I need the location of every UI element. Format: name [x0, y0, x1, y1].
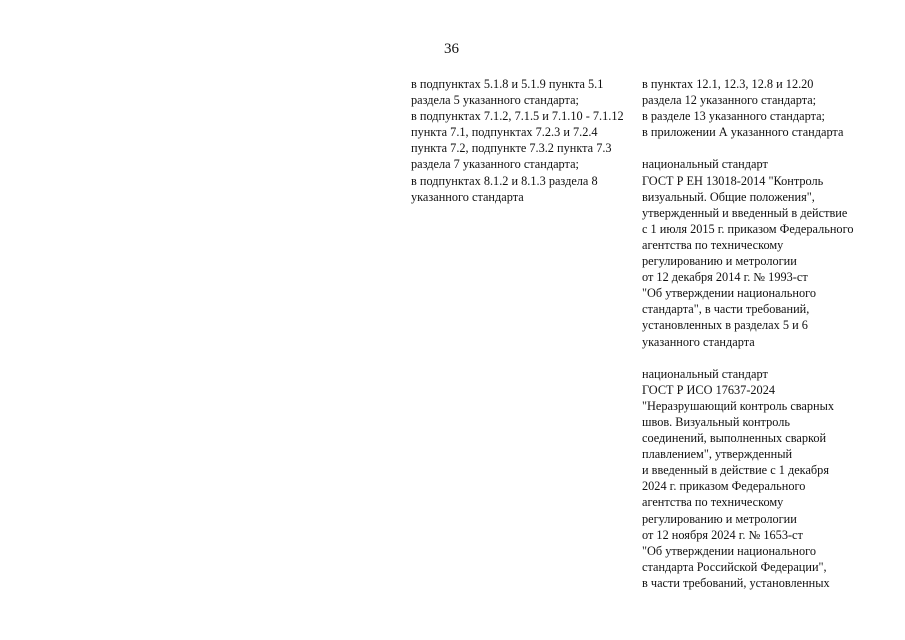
text-line: в подпунктах 5.1.8 и 5.1.9 пункта 5.1 [411, 77, 604, 91]
paragraph-sections [642, 76, 853, 140]
text-line: в пунктах 12.1, 12.3, 12.8 и 12.20 [642, 77, 814, 91]
text-line: раздела 7 указанного стандарта; [411, 157, 579, 172]
text-line: от 12 ноября 2024 г. № 1653-ст [642, 527, 803, 542]
text-line: визуальный. Общие положения", [642, 189, 815, 204]
text-line: в приложении А указанного стандарта [642, 125, 844, 140]
text-line: указанного стандарта [411, 189, 524, 204]
text-line: стандарта Российской Федерации", [642, 559, 827, 574]
text-line: в подпунктах 7.1.2, 7.1.5 и 7.1.10 - 7.1.12 [411, 109, 624, 124]
text-line: агентства по техническому [642, 495, 784, 510]
text-line: и введенный в действие с 1 декабря [642, 463, 829, 478]
text-line: агентства по техническому [642, 237, 784, 252]
text-line: ГОСТ Р ЕН 13018-2014 "Контроль [642, 173, 824, 188]
text-line: с 1 июля 2015 г. приказом Федерального [642, 221, 854, 236]
page-number: 36 [444, 41, 459, 57]
text-line: утвержденный и введенный в действие [642, 205, 848, 220]
text-line: в подпунктах 8.1.2 и 8.1.3 раздела 8 [411, 173, 598, 188]
paragraph-gap [642, 350, 853, 366]
text-line: "Об утверждении национального [642, 286, 816, 301]
text-line: от 12 декабря 2014 г. № 1993-ст [642, 270, 808, 285]
paragraph-gost-17637 [642, 366, 853, 591]
text-line: "Об утверждении национального [642, 543, 816, 558]
text-line: пункта 7.2, подпункте 7.3.2 пункта 7.3 [411, 141, 612, 156]
text-line: раздела 12 указанного стандарта; [642, 93, 817, 108]
text-line: национальный стандарт [642, 157, 768, 172]
text-line: стандарта", в части требований, [642, 302, 810, 317]
text-line: национальный стандарт [642, 366, 768, 381]
text-line: в разделе 13 указанного стандарта; [642, 109, 825, 124]
text-line: швов. Визуальный контроль [642, 414, 790, 429]
paragraph-gost-13018 [642, 156, 853, 349]
text-line: регулированию и метрологии [642, 254, 797, 269]
left-column [411, 76, 624, 205]
text-line: указанного стандарта [642, 334, 755, 349]
text-line: соединений, выполненных сваркой [642, 431, 827, 446]
right-column [642, 76, 853, 591]
paragraph-gap [642, 140, 853, 156]
text-line: 2024 г. приказом Федерального [642, 479, 806, 494]
text-line: регулированию и метрологии [642, 511, 797, 526]
text-line: в части требований, установленных [642, 575, 830, 590]
text-line: "Неразрушающий контроль сварных [642, 398, 835, 413]
text-line: пункта 7.1, подпунктах 7.2.3 и 7.2.4 [411, 125, 598, 140]
text-line: ГОСТ Р ИСО 17637-2024 [642, 382, 776, 397]
text-line: установленных в разделах 5 и 6 [642, 318, 808, 333]
text-line: раздела 5 указанного стандарта; [411, 93, 579, 108]
text-line: плавлением", утвержденный [642, 447, 793, 462]
